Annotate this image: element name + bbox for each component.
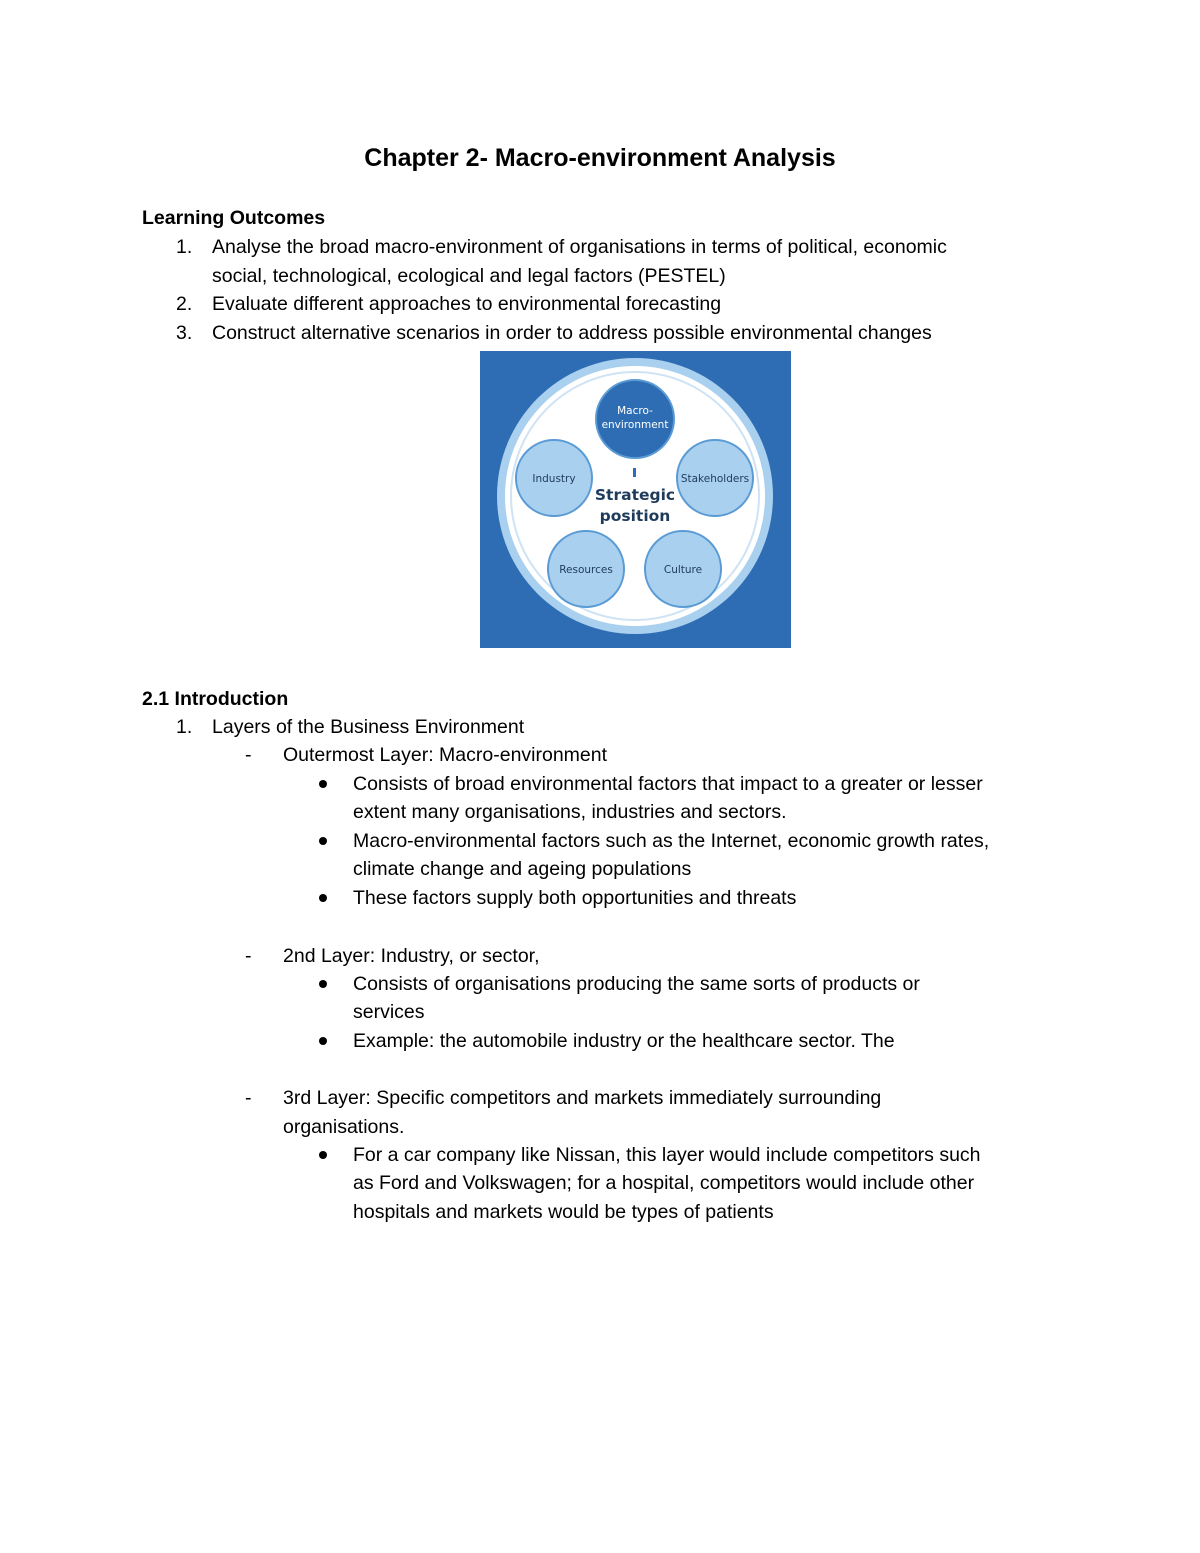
connector-line bbox=[633, 468, 636, 477]
outcome-text: Evaluate different approaches to environmental forecasting bbox=[212, 293, 722, 315]
layer-title: Outermost Layer: Macro-environment bbox=[283, 744, 608, 766]
bullet-dot bbox=[319, 894, 327, 902]
resources-label: Resources bbox=[559, 564, 613, 576]
layer-dash: - bbox=[245, 945, 252, 967]
bullet-text: hospitals and markets would be types of patients bbox=[353, 1201, 774, 1223]
layer-title: organisations. bbox=[283, 1116, 405, 1138]
layer-dash: - bbox=[245, 744, 252, 766]
bullet-text: Consists of broad environmental factors that impact to a greater or lesser bbox=[353, 773, 983, 795]
outcome-number: 3. bbox=[176, 322, 193, 344]
bullet-text: For a car company like Nissan, this layer would include competitors such bbox=[353, 1144, 981, 1166]
bullet-text: services bbox=[353, 1001, 425, 1023]
macro-environment-label-2: environment bbox=[601, 419, 669, 431]
bullet-text: climate change and ageing populations bbox=[353, 858, 692, 880]
culture-label: Culture bbox=[663, 564, 703, 576]
outcome-number: 2. bbox=[176, 293, 193, 315]
intro-item-text: Layers of the Business Environment bbox=[212, 716, 525, 738]
bullet-text: Consists of organisations producing the same sorts of products or bbox=[353, 973, 920, 995]
learning-outcomes-heading: Learning Outcomes bbox=[142, 207, 326, 229]
layer-title: 2nd Layer: Industry, or sector, bbox=[283, 945, 540, 967]
bullet-text: These factors supply both opportunities and threats bbox=[353, 887, 797, 909]
outcome-text: Analyse the broad macro-environment of organisations in terms of political, economic bbox=[212, 236, 947, 258]
outcome-text: Construct alternative scenarios in order to address possible environmental changes bbox=[212, 322, 932, 344]
introduction-heading: 2.1 Introduction bbox=[142, 688, 289, 710]
bullet-dot bbox=[319, 780, 327, 788]
strategic-position-label-2: position bbox=[599, 507, 671, 525]
macro-environment-label-1: Macro- bbox=[617, 405, 653, 417]
page-title: Chapter 2- Macro-environment Analysis bbox=[364, 144, 836, 172]
stakeholders-label: Stakeholders bbox=[680, 473, 750, 485]
layer-title: 3rd Layer: Specific competitors and markets immediately surrounding bbox=[283, 1087, 882, 1109]
bullet-text: Macro-environmental factors such as the Internet, economic growth rates, bbox=[353, 830, 990, 852]
bullet-text: extent many organisations, industries and sectors. bbox=[353, 801, 787, 823]
strategic-position-diagram bbox=[480, 351, 791, 648]
bullet-dot bbox=[319, 980, 327, 988]
strategic-position-label-1: Strategic bbox=[594, 486, 676, 504]
industry-label: Industry bbox=[532, 473, 576, 485]
bullet-text: Example: the automobile industry or the healthcare sector. The bbox=[353, 1030, 895, 1052]
bullet-dot bbox=[319, 1037, 327, 1045]
outcome-number: 1. bbox=[176, 236, 193, 258]
layer-dash: - bbox=[245, 1087, 252, 1109]
strategic-position-figure bbox=[480, 351, 791, 648]
intro-item-number: 1. bbox=[176, 716, 193, 738]
bullet-text: as Ford and Volkswagen; for a hospital, competitors would include other bbox=[353, 1172, 975, 1194]
outcome-text: social, technological, ecological and legal factors (PESTEL) bbox=[212, 265, 726, 287]
bullet-dot bbox=[319, 837, 327, 845]
bullet-dot bbox=[319, 1151, 327, 1159]
